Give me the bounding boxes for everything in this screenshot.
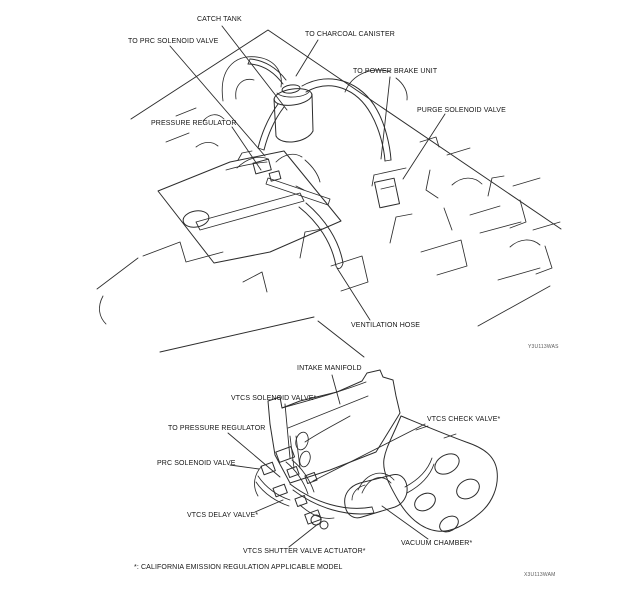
valve-cluster-shapes (255, 436, 334, 529)
label-prc-solenoid-valve: PRC SOLENOID VALVE (157, 460, 236, 467)
label-to-pressure-regulator: TO PRESSURE REGULATOR (168, 425, 266, 432)
label-catch-tank: CATCH TANK (197, 16, 242, 23)
label-intake-manifold: INTAKE MANIFOLD (297, 365, 362, 372)
top-diagram-engine-bay-art (97, 30, 561, 357)
label-vtcs-check-valve: VTCS CHECK VALVE* (427, 416, 501, 423)
figure-code-top: Y3U113WAS (528, 344, 559, 350)
figure-code-bottom: X3U113WAM (524, 572, 556, 578)
label-purge-solenoid-valve: PURGE SOLENOID VALVE (417, 107, 506, 114)
label-to-power-brake-unit: TO POWER BRAKE UNIT (353, 68, 438, 75)
label-ventilation-hose: VENTILATION HOSE (351, 322, 421, 329)
label-vtcs-delay-valve: VTCS DELAY VALVE* (187, 512, 259, 519)
label-to-charcoal-canister: TO CHARCOAL CANISTER (305, 31, 395, 38)
label-vacuum-chamber: VACUUM CHAMBER* (401, 540, 473, 547)
ventilation-hose-shape (299, 203, 343, 269)
label-vtcs-shutter-valve-actuator: VTCS SHUTTER VALVE ACTUATOR* (243, 548, 366, 555)
purge-solenoid-valve-shape (372, 168, 406, 208)
catch-tank-shape (273, 84, 313, 142)
pressure-regulator-shape (253, 159, 330, 205)
label-vtcs-solenoid-valve: VTCS SOLENOID VALVE* (231, 395, 317, 402)
label-pressure-regulator: PRESSURE REGULATOR (151, 120, 237, 127)
valve-cover-shape (158, 151, 341, 263)
label-to-prc-solenoid-valve: TO PRC SOLENOID VALVE (128, 38, 219, 45)
footnote-california-emission: *: CALIFORNIA EMISSION REGULATION APPLICABLE MODEL (134, 564, 343, 571)
